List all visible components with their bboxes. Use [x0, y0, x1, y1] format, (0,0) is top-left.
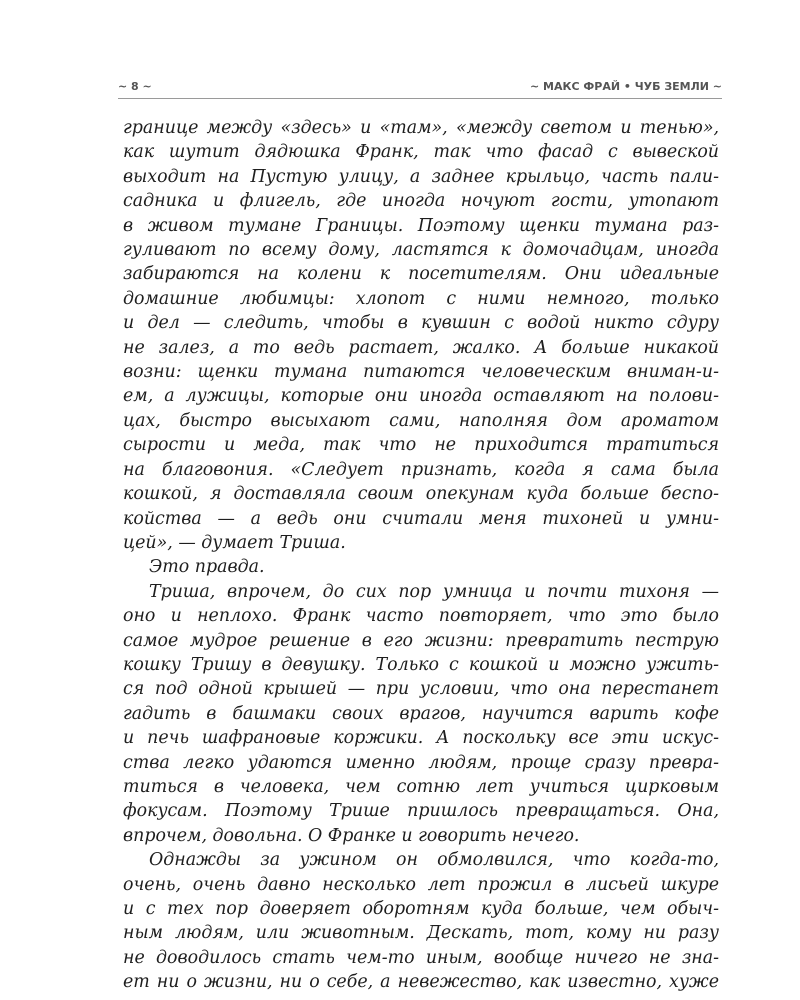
- paragraph: [123, 116, 719, 555]
- text-line: домашние любимцы: хлопот с ними немного, только: [123, 288, 719, 309]
- text-line: садника и флигель, где иногда ночуют гости, утопают: [123, 191, 719, 212]
- text-line: границе между «здесь» и «там», «между светом и тенью»,: [123, 118, 719, 138]
- text-line: ным людям, или животным. Дескать, тот, кому ни разу: [123, 923, 719, 944]
- text-line: ет ни о жизни, ни о себе, а невежество, как известно, хуже: [123, 972, 719, 993]
- header-rule: [118, 98, 722, 99]
- text-line: не доводилось стать чем-то иным, вообще ничего не зна-: [123, 947, 719, 968]
- text-line: цах, быстро высыхают сами, наполняя дом ароматом: [123, 410, 719, 431]
- text-line: и с тех пор доверяет оборотням куда больше, чем обыч-: [123, 899, 719, 919]
- text-line: не залез, а то ведь растает, жалко. А больше никакой: [123, 337, 719, 358]
- text-line: кошку Тришу в девушку. Только с кошкой и можно ужить-: [123, 654, 719, 675]
- text-line: ства легко удаются именно людям, проще сразу превра-: [123, 752, 719, 773]
- text-line: возни: щенки тумана питаются человеческим вниман-и-: [123, 362, 719, 383]
- text-line: и дел — следить, чтобы в кувшин с водой никто сдуру: [123, 313, 719, 334]
- text-line: ем, а лужицы, которые они иногда оставляют на полови-: [123, 386, 719, 407]
- running-title: ~ МАКС ФРАЙ • ЧУБ ЗЕМЛИ ~: [529, 80, 722, 93]
- text-line: ся под одной крышей — при условии, что она перестанет: [123, 679, 719, 700]
- text-line: как шутит дядюшка Франк, так что фасад с вывеской: [123, 142, 719, 163]
- text-line: очень, очень давно несколько лет прожил в лисьей шкуре: [123, 874, 719, 895]
- text-line: выходит на Пустую улицу, а заднее крыльцо, часть пали-: [123, 166, 719, 187]
- text-line: гадить в башмаки своих врагов, научится варить кофе: [123, 703, 719, 724]
- text-line: цей», — думает Триша.: [123, 532, 346, 553]
- text-line: в живом тумане Границы. Поэтому щенки тумана раз-: [123, 215, 719, 236]
- text-line: оно и неплохо. Франк часто повторяет, что это было: [123, 606, 719, 627]
- text-line: впрочем, довольна. О Франке и говорить нечего.: [123, 825, 580, 846]
- paragraph: [123, 555, 719, 579]
- text-line: Однажды за ужином он обмолвился, что когда-то,: [149, 850, 719, 871]
- text-line: титься в человека, чем сотню лет учиться цирковым: [123, 776, 719, 797]
- text-line: и печь шафрановые коржики. А поскольку все эти искус-: [123, 728, 719, 749]
- text-line: Триша, впрочем, до сих пор умница и почти тихоня —: [149, 581, 719, 602]
- paragraph: [123, 848, 719, 994]
- text-line: самое мудрое решение в его жизни: превратить пеструю: [123, 630, 719, 651]
- text-line: гуливают по всему дому, ластятся к домочадцам, иногда: [123, 240, 719, 261]
- running-header: [118, 78, 722, 100]
- text-line: сырости и меда, так что не приходится тратиться: [123, 435, 719, 456]
- paragraph: [123, 580, 719, 848]
- text-line: кошкой, я доставляла своим опекунам куда больше беспо-: [123, 484, 719, 505]
- text-line: на благовония. «Следует признать, когда я сама была: [123, 459, 719, 480]
- page-number: ~ 8 ~: [118, 80, 152, 93]
- body-text: [123, 116, 719, 995]
- text-line: Это правда.: [149, 557, 265, 578]
- text-line: койства — а ведь они считали меня тихоней и умни-: [123, 508, 719, 529]
- text-line: фокусам. Поэтому Трише пришлось превращаться. Она,: [123, 801, 719, 822]
- text-line: забираются на колени к посетителям. Они идеальные: [123, 264, 719, 285]
